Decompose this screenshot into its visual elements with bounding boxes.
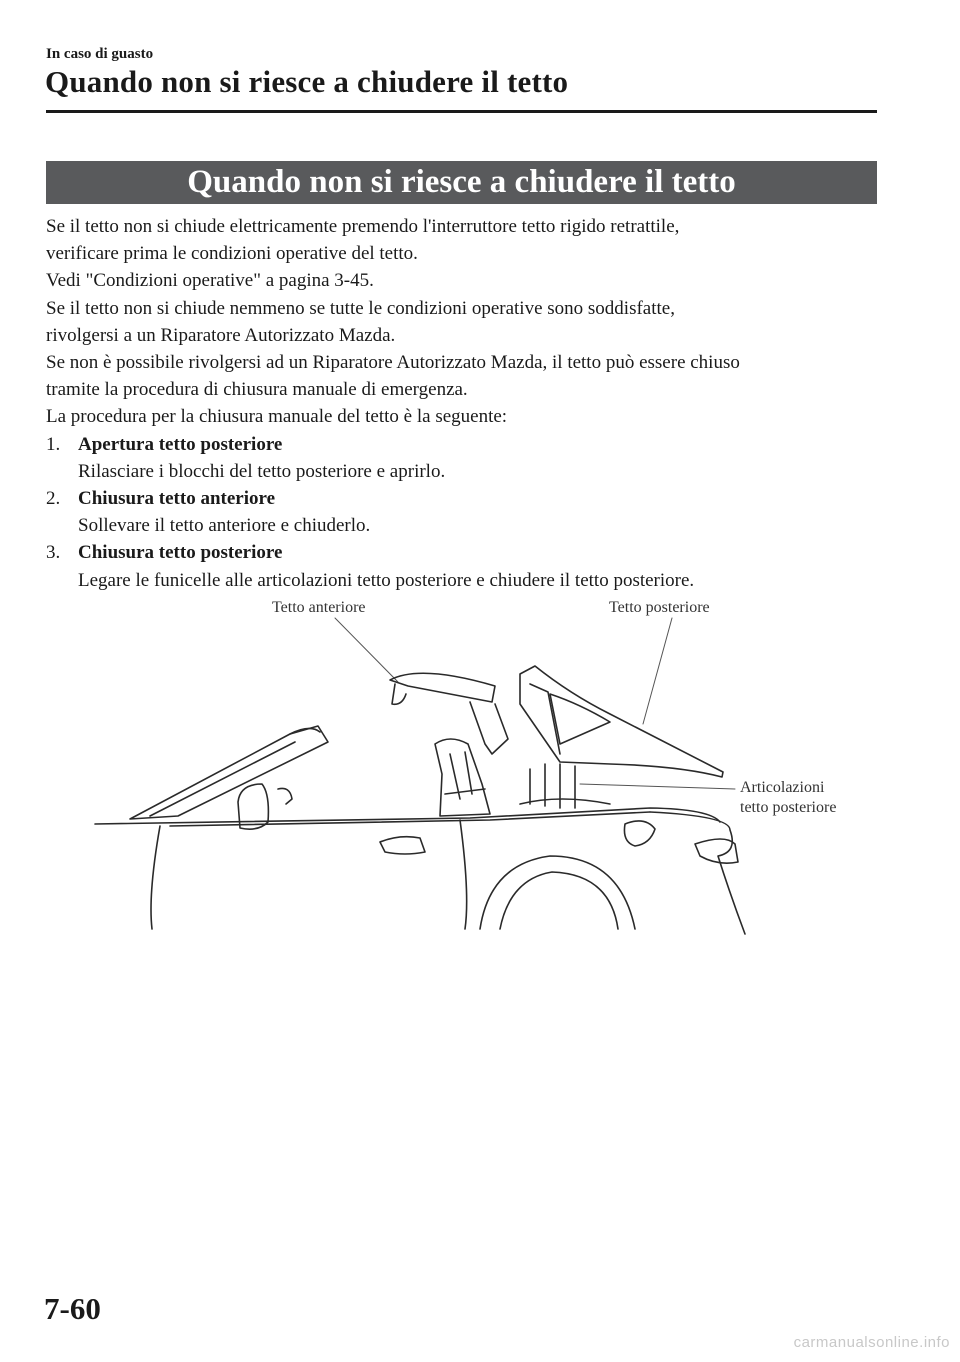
fuel-lid	[624, 821, 655, 846]
roof-closing-illustration	[90, 594, 870, 939]
step-title: Chiusura tetto anteriore	[78, 488, 276, 510]
roof-mechanism	[435, 739, 490, 816]
rear-window	[550, 694, 610, 744]
door-handle	[380, 837, 425, 854]
label-joints	[740, 778, 836, 818]
paragraph-line: Se il tetto non si chiude nemmeno se tutte le condizioni operative sono soddisfatte,	[46, 297, 675, 319]
section-banner: Quando non si riesce a chiudere il tetto	[46, 161, 877, 204]
paragraph-line: tramite la procedura di chiusura manuale di emergenza.	[46, 379, 468, 401]
leader-line-joints	[580, 784, 735, 789]
watermark: carmanualsonline.info	[793, 1334, 950, 1351]
paragraph-line: verificare prima le condizioni operative del tetto.	[46, 243, 418, 265]
step-1	[46, 431, 896, 485]
paragraph-line: Se non è possibile rivolgersi ad un Riparatore Autorizzato Mazda, il tetto può essere chiuso	[46, 352, 740, 374]
step-title: Apertura tetto posteriore	[78, 433, 283, 455]
chapter-title: In caso di guasto	[46, 46, 154, 62]
step-description: Rilasciare i blocchi del tetto posteriore e aprirlo.	[78, 460, 446, 482]
paragraph-line: Vedi "Condizioni operative" a pagina 3-45.	[46, 270, 374, 292]
step-number: 2.	[46, 488, 61, 510]
car-line-drawing	[90, 594, 870, 939]
step-description: Legare le funicelle alle articolazioni tetto posteriore e chiudere il tetto posteriore.	[78, 569, 695, 591]
page-title: Quando non si riesce a chiudere il tetto	[45, 64, 569, 99]
step-2	[46, 485, 896, 539]
step-title: Chiusura tetto posteriore	[78, 542, 283, 564]
front-roof-panel	[390, 673, 495, 702]
leader-line-rear-roof	[643, 618, 672, 724]
paragraph-line: La procedura per la chiusura manuale del tetto è la seguente:	[46, 406, 508, 428]
step-description: Sollevare il tetto anteriore e chiuderlo.	[78, 515, 371, 537]
label-front-roof: Tetto anteriore	[272, 599, 366, 616]
step-number: 3.	[46, 542, 61, 564]
leader-line-front-roof	[335, 618, 398, 682]
page-number: 7-60	[44, 1291, 101, 1326]
label-rear-roof: Tetto posteriore	[609, 599, 710, 616]
label-joints-line-1: Articolazioni	[740, 779, 825, 796]
step-3	[46, 539, 896, 593]
windshield-frame	[130, 726, 328, 819]
section-body	[46, 213, 896, 594]
paragraph-line: Se il tetto non si chiude elettricamente premendo l'interruttore tetto rigido retrattile,	[46, 216, 680, 237]
paragraph-line: rivolgersi a un Riparatore Autorizzato Mazda.	[46, 324, 396, 346]
door-edge	[460, 820, 467, 929]
rear-roof-panel	[520, 666, 723, 777]
header-divider	[46, 110, 877, 113]
label-joints-line-2: tetto posteriore	[740, 799, 837, 816]
step-number: 1.	[46, 433, 61, 455]
